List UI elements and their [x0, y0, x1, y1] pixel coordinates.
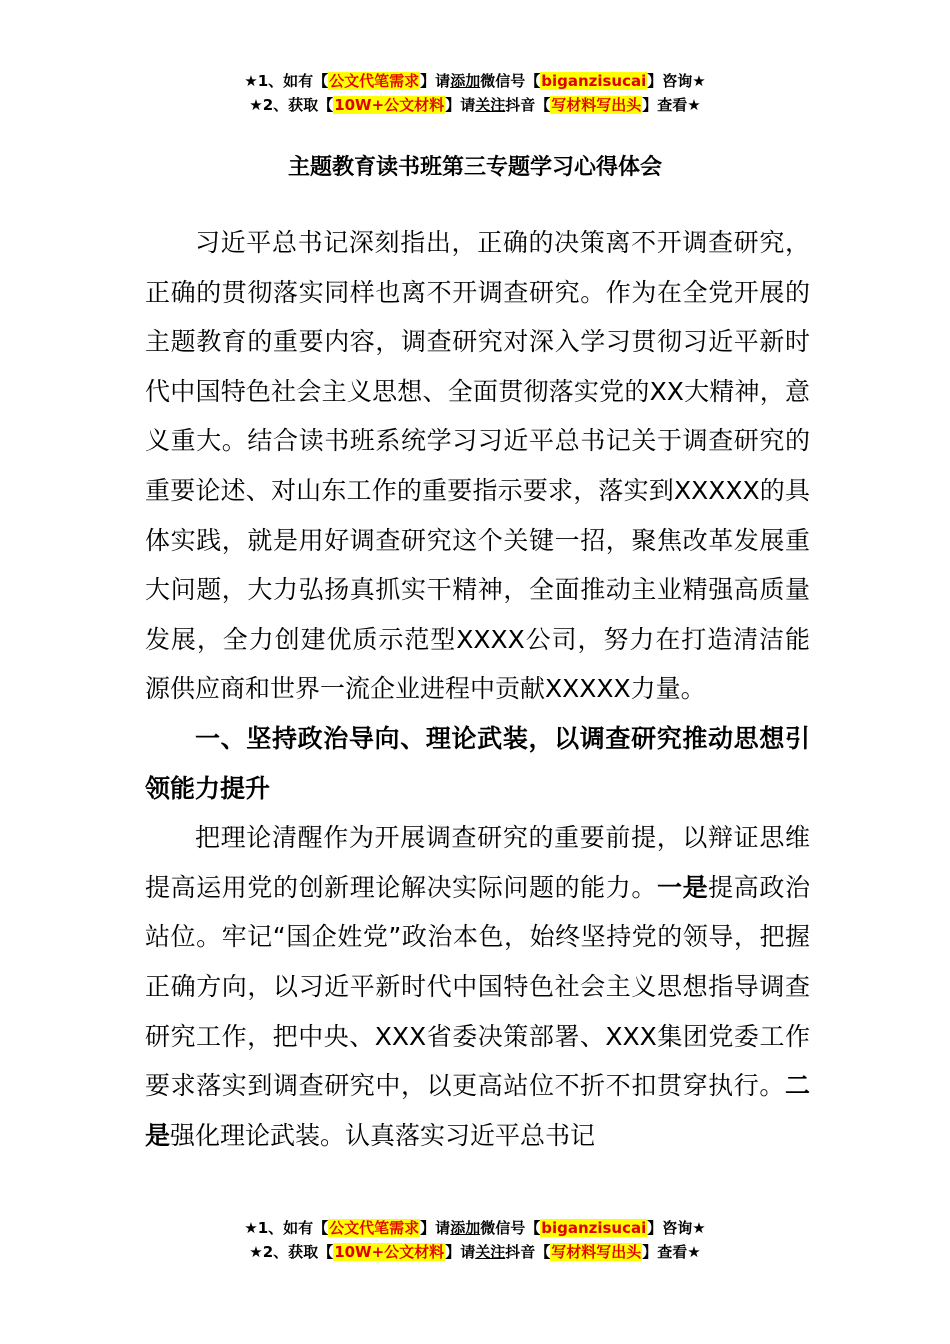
promo-highlight: biganzisucai [541, 1219, 647, 1237]
promo-text: 抖音【 [505, 96, 551, 114]
promo-highlight: 公文代笔需求 [329, 72, 420, 90]
paragraph-intro: 习近平总书记深刻指出，正确的决策离不开调查研究，正确的贯彻落实同样也离不开调查研究。作为在全党开展的主题教育的重要内容，调查研究对深入学习贯彻习近平新时代中国特色社会主义思想、全面贯彻落实党的XX大精神，意义重大。结合读书班系统学习习近平总书记关于调查研究的重要论述、对山东工作的重要指示要求，落实到XXXXX的具体实践，就是用好调查研究这个关键一招，聚焦改革发展重大问题，大力弘扬真抓实干精神，全面推动主业精强高质量发展，全力创建优质示范型XXXX公司，努力在打造清洁能源供应商和世界一流企业进程中贡献XXXXX力量。 [145, 228, 810, 704]
promo-highlight: 10W+公文材料 [334, 96, 445, 114]
promo-text: ★1、如有【 [244, 72, 329, 90]
point-marker-1: 一是 [656, 872, 709, 902]
promo-underlined: 添加 [450, 72, 481, 90]
paragraph-section-1 [145, 813, 810, 1160]
promo-line-2 [0, 1240, 950, 1264]
promo-text: 】请 [445, 96, 476, 114]
promo-text: 微信号【 [480, 72, 541, 90]
promo-highlight: 写材料写出头 [551, 1243, 642, 1261]
promo-line-1 [0, 1216, 950, 1240]
promo-text: 】咨询★ [647, 72, 706, 90]
promo-text: 】请 [420, 72, 451, 90]
paragraph-text: 提高政治站位。牢记“国企姓党”政治本色，始终坚持党的领导，把握正确方向，以习近平新时代中国特色社会主义思想指导调查研究工作，把中央、XXX省委决策部署、XXX集团党委工作要求落实到调查研究中，以更高站位不折不扣贯穿执行。 [145, 872, 810, 1101]
paragraph-text: 把理论清醒作为开展调查研究的重要前提，以辩证思维提高运用党的创新理论解决实际问题的能力。 [145, 823, 810, 902]
promo-text: 】查看★ [642, 96, 701, 114]
promo-text: 】查看★ [642, 1243, 701, 1261]
promo-line-1 [0, 69, 950, 93]
promo-highlight: 写材料写出头 [551, 96, 642, 114]
promo-text: ★2、获取【 [249, 96, 334, 114]
paragraph-text: 强化理论武装。认真落实习近平总书记 [170, 1120, 596, 1150]
promo-text: 】请 [420, 1219, 451, 1237]
promo-banner-top [0, 69, 950, 117]
promo-underlined: 添加 [450, 1219, 481, 1237]
section-heading-1: 一、坚持政治导向、理论武装，以调查研究推动思想引领能力提升 [145, 723, 810, 803]
promo-text: 】咨询★ [647, 1219, 706, 1237]
promo-underlined: 关注 [475, 96, 506, 114]
promo-banner-bottom [0, 1216, 950, 1264]
point-marker-2: 二是 [145, 1071, 810, 1150]
document-title: 主题教育读书班第三专题学习心得体会 [287, 155, 662, 180]
promo-underlined: 关注 [475, 1243, 506, 1261]
promo-text: 抖音【 [505, 1243, 551, 1261]
promo-text: ★1、如有【 [244, 1219, 329, 1237]
promo-text: 微信号【 [480, 1219, 541, 1237]
promo-text: ★2、获取【 [249, 1243, 334, 1261]
document-body [145, 218, 810, 1160]
promo-highlight: 公文代笔需求 [329, 1219, 420, 1237]
promo-highlight: biganzisucai [541, 72, 647, 90]
promo-line-2 [0, 93, 950, 117]
promo-highlight: 10W+公文材料 [334, 1243, 445, 1261]
promo-text: 】请 [445, 1243, 476, 1261]
